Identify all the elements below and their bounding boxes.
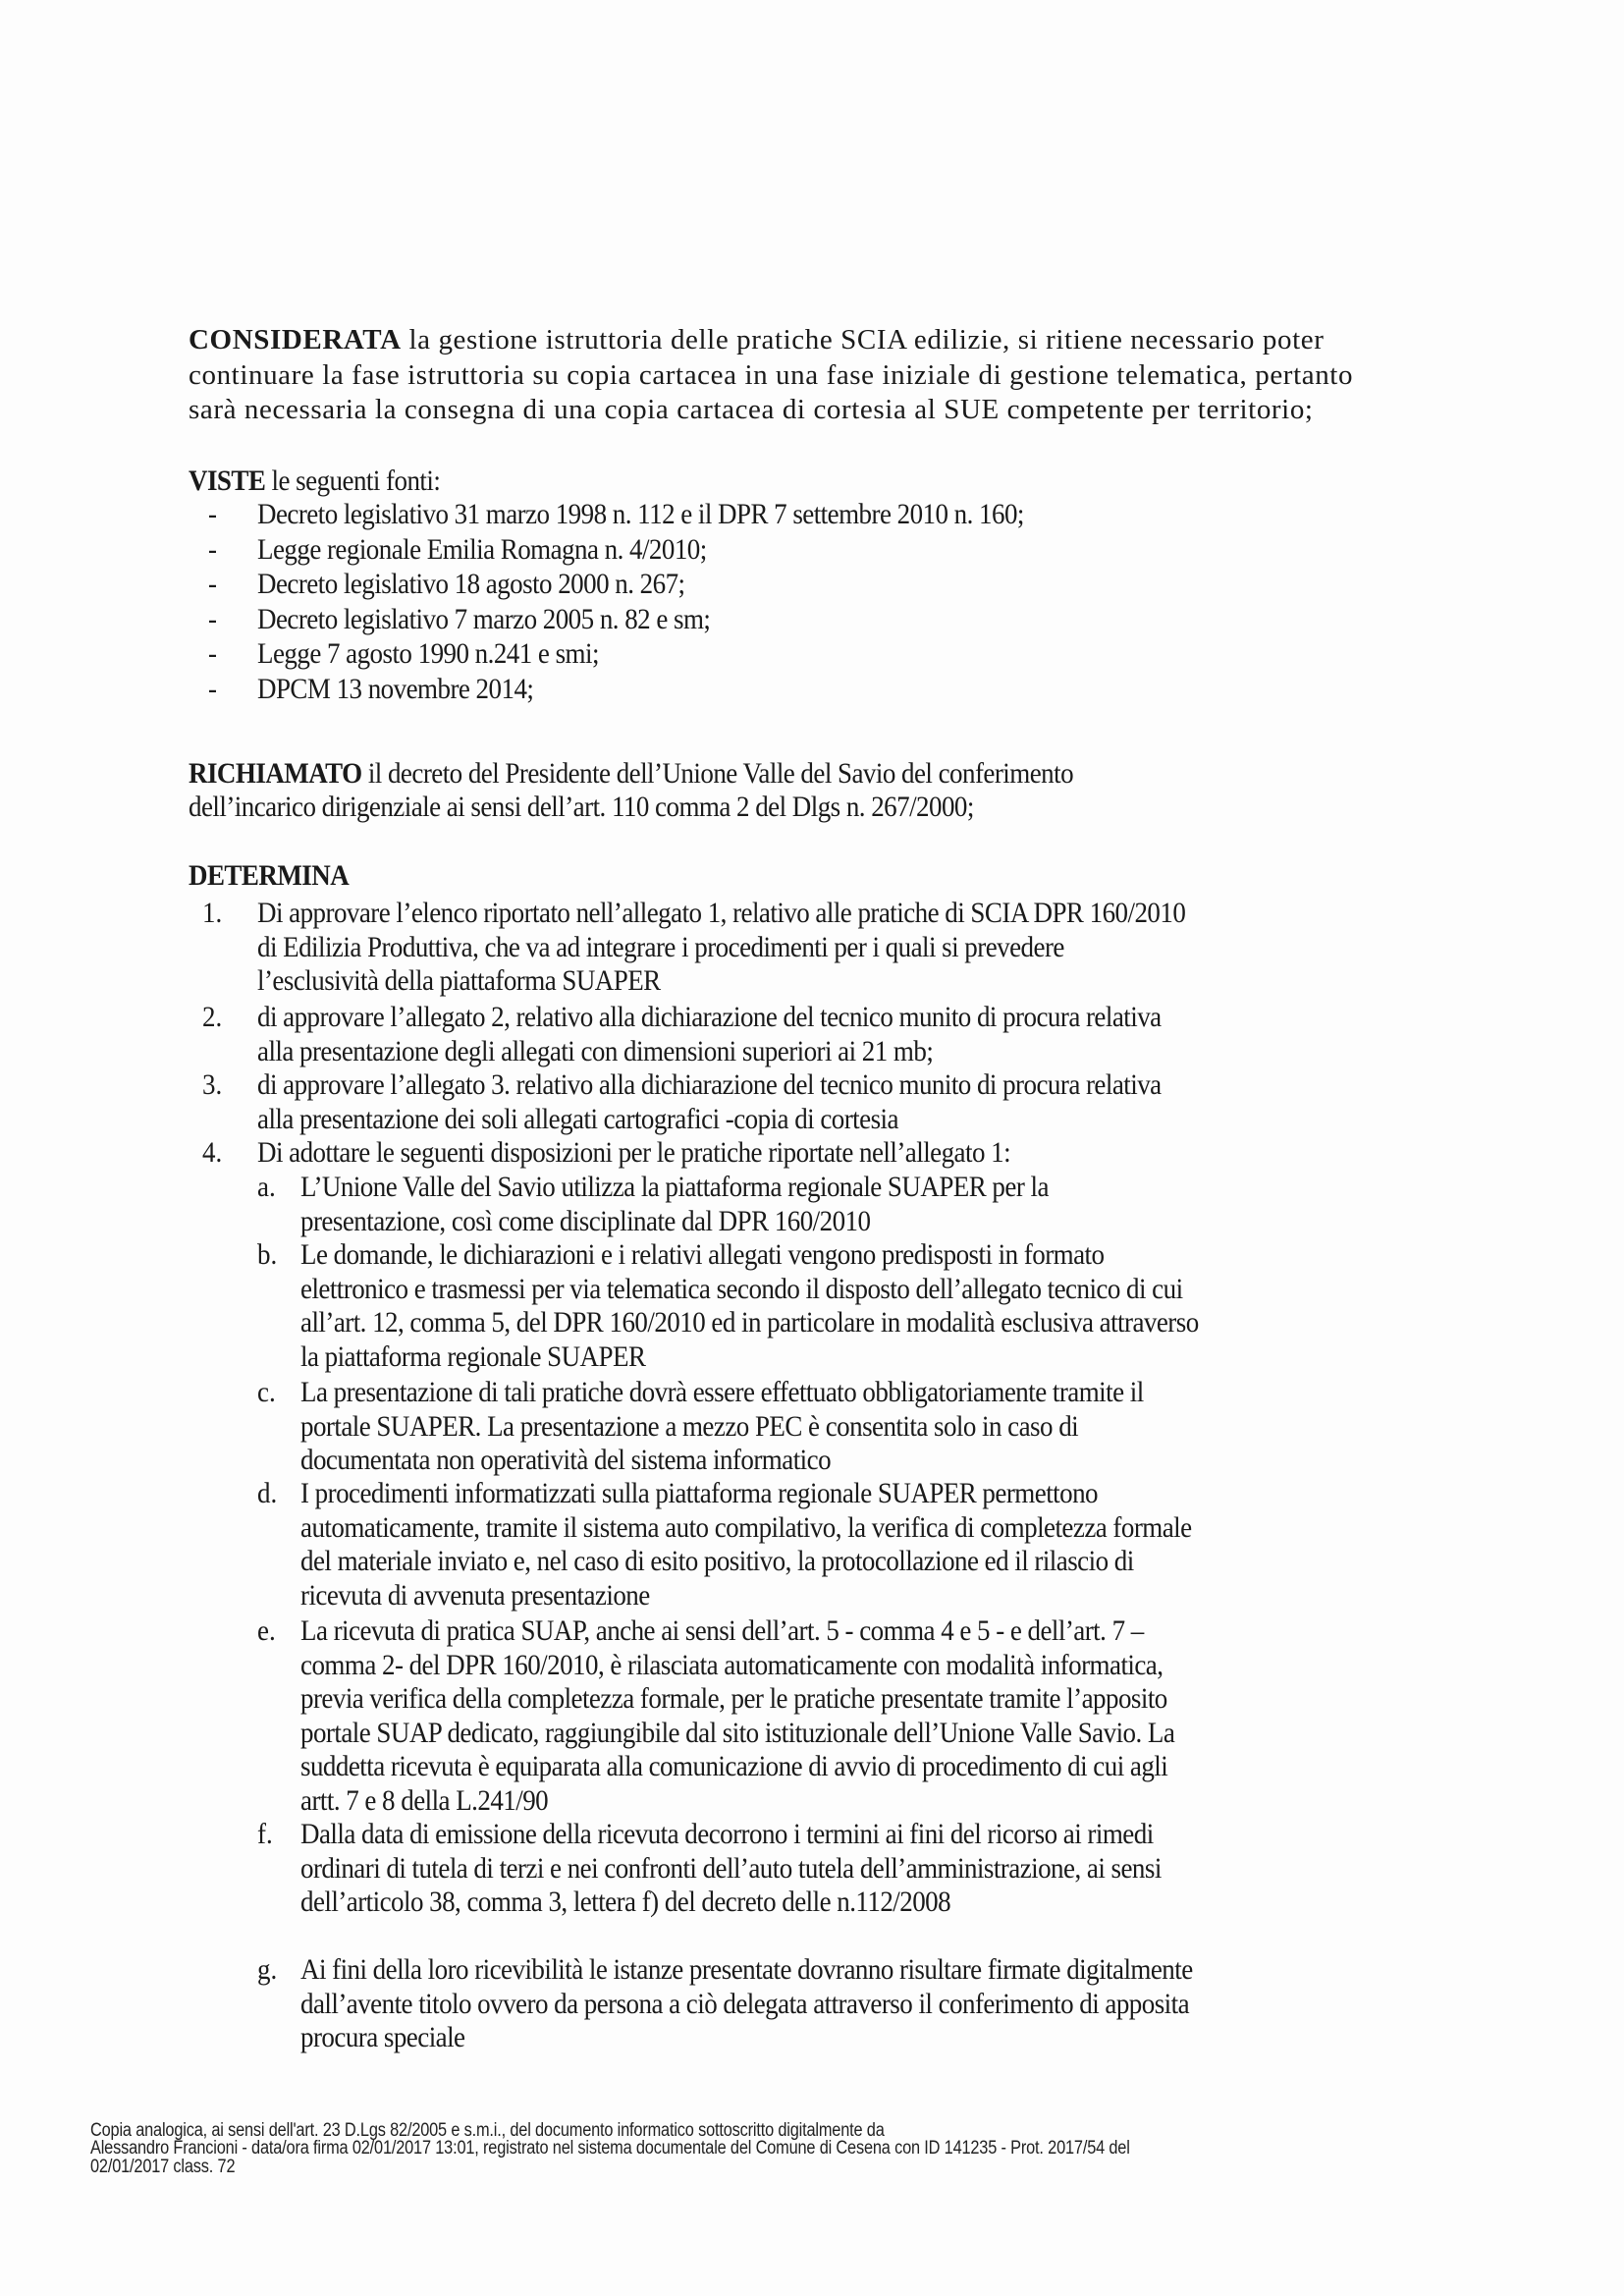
viste-heading — [189, 465, 440, 497]
determina-subitem-line: automaticamente, tramite il sistema auto compilativo, la verifica di completezza formale — [300, 1510, 1192, 1544]
determina-subitem-line: presentazione, così come disciplinate dal DPR 160/2010 — [300, 1204, 871, 1237]
determina-subitem-letter: f. — [257, 1818, 273, 1850]
considerata-keyword: CONSIDERATA — [189, 324, 402, 355]
determina-subitem-line: ricevuta di avvenuta presentazione — [300, 1578, 650, 1612]
determina-item-line: Di approvare l’elenco riportato nell’allegato 1, relativo alle pratiche di SCIA DPR 160/2010 — [257, 897, 1186, 929]
determina-subitem-line: dall’avente titolo ovvero da persona a ciò delegata attraverso il conferimento di apposita — [300, 1987, 1190, 2020]
determina-subitem-line: ordinari di tutela di terzi e nei confronti dell’auto tutela dell’amministrazione, ai sensi — [300, 1851, 1162, 1885]
determina-item-line: di approvare l’allegato 2, relativo alla dichiarazione del tecnico munito di procura relativa — [257, 1001, 1162, 1033]
richiamato-line — [189, 758, 1073, 790]
footer-line: Copia analogica, ai sensi dell'art. 23 D.Lgs 82/2005 e s.m.i., del documento informatico sottoscritto digitalmente da — [90, 2120, 885, 2141]
determina-subitem-line: comma 2- del DPR 160/2010, è rilasciata automaticamente con modalità informatica, — [300, 1648, 1164, 1681]
footer-line: Alessandro Francioni - data/ora firma 02/01/2017 13:01, registrato nel sistema documentale del Comune di Cesena con ID 141235 - Prot. 2017/54 del — [90, 2138, 1130, 2159]
determina-item-line: Di adottare le seguenti disposizioni per le pratiche riportate nell’allegato 1: — [257, 1136, 1011, 1169]
richiamato-line: dell’incarico dirigenziale ai sensi dell’art. 110 comma 2 del Dlgs n. 267/2000; — [189, 791, 974, 823]
bullet-dash-icon: - — [208, 602, 217, 635]
bullet-dash-icon: - — [208, 568, 217, 600]
determina-subitem-line: Ai fini della loro ricevibilità le istanze presentate dovranno risultare firmate digitalmente — [300, 1953, 1193, 1986]
determina-item-line: alla presentazione degli allegati con dimensioni superiori ai 21 mb; — [257, 1034, 934, 1067]
determina-item-number: 3. — [202, 1068, 223, 1101]
considerata-line: continuare la fase istruttoria su copia cartacea in una fase iniziale di gestione telematica, pertanto — [189, 359, 1354, 391]
bullet-dash-icon: - — [208, 532, 217, 566]
determina-subitem-line: suddetta ricevuta è equiparata alla comunicazione di avvio di procedimento di cui agli — [300, 1750, 1168, 1783]
determina-subitem-line: elettronico e trasmessi per via telematica secondo il disposto dell’allegato tecnico di cui — [300, 1272, 1183, 1305]
determina-subitem-letter: c. — [257, 1376, 276, 1408]
determina-subitem-line: portale SUAPER. La presentazione a mezzo PEC è consentita solo in caso di — [300, 1409, 1079, 1443]
determina-subitem-letter: d. — [257, 1477, 278, 1509]
determina-subitem-line: L’Unione Valle del Savio utilizza la piattaforma regionale SUAPER per la — [300, 1171, 1049, 1203]
determina-item-line: di Edilizia Produttiva, che va ad integrare i procedimenti per i quali si prevedere — [257, 930, 1064, 963]
viste-list-item: Decreto legislativo 18 agosto 2000 n. 267; — [257, 568, 685, 600]
determina-item-number: 4. — [202, 1136, 223, 1169]
viste-list-item: DPCM 13 novembre 2014; — [257, 672, 534, 705]
bullet-dash-icon: - — [208, 637, 217, 670]
determina-subitem-letter: g. — [257, 1953, 278, 1986]
determina-subitem-line: I procedimenti informatizzati sulla piattaforma regionale SUAPER permettono — [300, 1477, 1098, 1509]
determina-subitem-line: portale SUAP dedicato, raggiungibile dal sito istituzionale dell’Unione Valle Savio. La — [300, 1716, 1175, 1749]
viste-list-item: Decreto legislativo 7 marzo 2005 n. 82 e sm; — [257, 602, 711, 635]
viste-list-item: Legge regionale Emilia Romagna n. 4/2010; — [257, 532, 707, 566]
considerata-line: sarà necessaria la consegna di una copia cartacea di cortesia al SUE competente per territorio; — [189, 394, 1314, 425]
determina-item-number: 1. — [202, 897, 223, 929]
viste-list-item: Legge 7 agosto 1990 n.241 e smi; — [257, 637, 599, 670]
determina-subitem-line: procura speciale — [300, 2021, 465, 2054]
viste-intro: le seguenti fonti: — [265, 465, 441, 497]
bullet-dash-icon: - — [208, 498, 217, 530]
determina-subitem-line: documentata non operatività del sistema informatico — [300, 1444, 832, 1477]
considerata-text: la gestione istruttoria delle pratiche SCIA edilizie, si ritiene necessario poter — [401, 324, 1325, 355]
determina-subitem-line: previa verifica della completezza formale, per le pratiche presentate tramite l’apposito — [300, 1682, 1167, 1716]
bullet-dash-icon: - — [208, 672, 217, 705]
determina-subitem-line: La ricevuta di pratica SUAP, anche ai sensi dell’art. 5 - comma 4 e 5 - e dell’art. 7 – — [300, 1614, 1144, 1647]
richiamato-text: il decreto del Presidente dell’Unione Valle del Savio del conferimento — [361, 757, 1074, 790]
determina-subitem-letter: b. — [257, 1238, 278, 1271]
determina-item-number: 2. — [202, 1001, 223, 1033]
determina-item-line: l’esclusività della piattaforma SUAPER — [257, 964, 661, 998]
considerata-line — [189, 324, 1324, 355]
determina-item-line: alla presentazione dei soli allegati cartografici -copia di cortesia — [257, 1102, 898, 1135]
determina-heading: DETERMINA — [189, 859, 350, 892]
richiamato-keyword: RICHIAMATO — [189, 757, 362, 790]
determina-subitem-letter: e. — [257, 1614, 276, 1647]
determina-subitem-line: all’art. 12, comma 5, del DPR 160/2010 ed in particolare in modalità esclusiva attraverso — [300, 1306, 1199, 1339]
viste-keyword: VISTE — [189, 465, 266, 497]
determina-subitem-letter: a. — [257, 1171, 276, 1203]
determina-subitem-line: dell’articolo 38, comma 3, lettera f) del decreto delle n.112/2008 — [300, 1886, 951, 1919]
footer-line: 02/01/2017 class. 72 — [90, 2157, 236, 2177]
determina-subitem-line: la piattaforma regionale SUAPER — [300, 1339, 646, 1373]
viste-list-item: Decreto legislativo 31 marzo 1998 n. 112 e il DPR 7 settembre 2010 n. 160; — [257, 498, 1024, 530]
determina-subitem-line: del materiale inviato e, nel caso di esito positivo, la protocollazione ed il rilascio di — [300, 1545, 1134, 1578]
determina-subitem-line: artt. 7 e 8 della L.241/90 — [300, 1784, 549, 1817]
determina-subitem-line: La presentazione di tali pratiche dovrà essere effettuato obbligatoriamente tramite il — [300, 1376, 1144, 1408]
determina-subitem-line: Dalla data di emissione della ricevuta decorrono i termini ai fini del ricorso ai rimedi — [300, 1818, 1154, 1850]
determina-subitem-line: Le domande, le dichiarazioni e i relativi allegati vengono predisposti in formato — [300, 1238, 1105, 1271]
determina-item-line: di approvare l’allegato 3. relativo alla dichiarazione del tecnico munito di procura relativa — [257, 1068, 1162, 1101]
